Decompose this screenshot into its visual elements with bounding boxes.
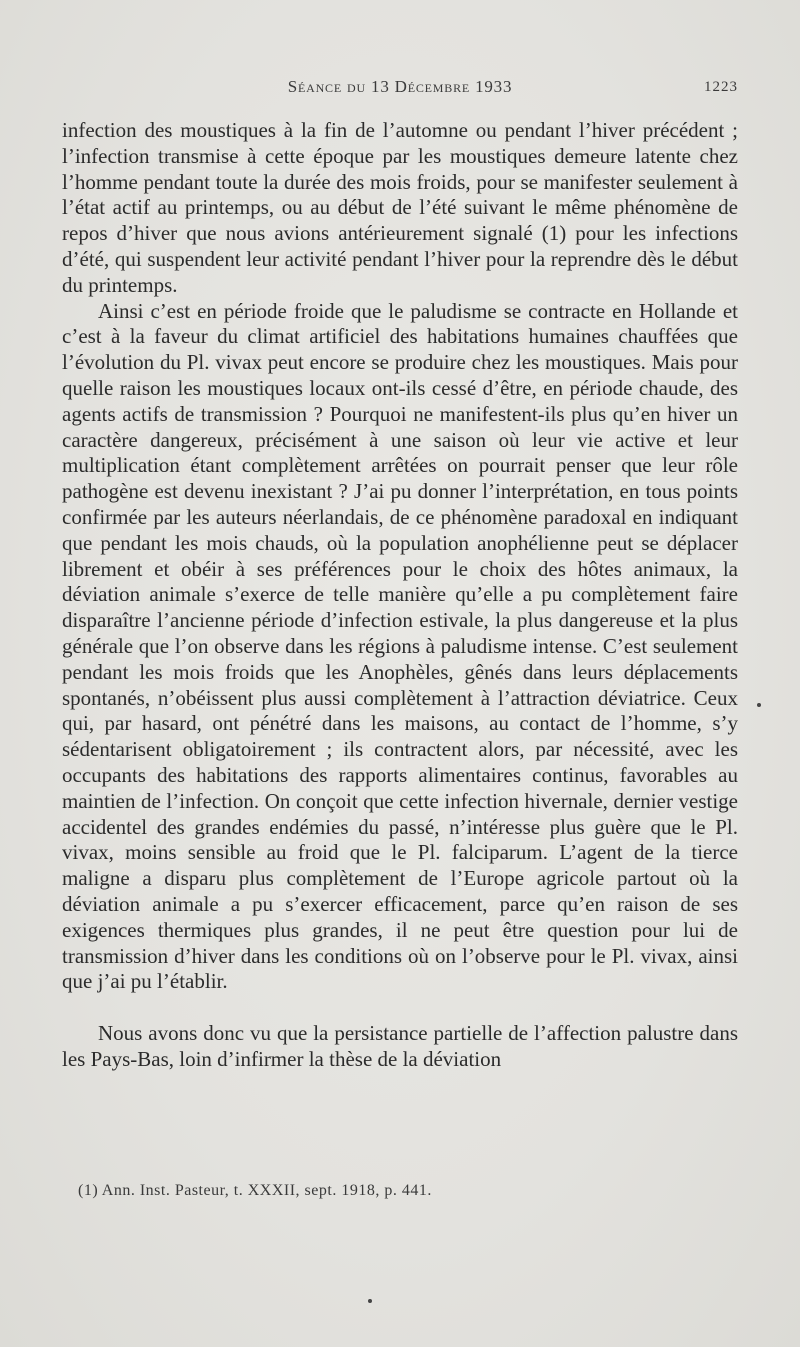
body-text	[62, 118, 738, 1073]
paragraph-1: infection des moustiques à la fin de l’automne ou pendant l’hiver précédent ; l’infection transmise à cette époque par les moustiques demeure latente chez l’homme pendant toute la durée des mois froids, pour se manifester seulement à l’état actif au printemps, ou au début de l’été suivant le même phénomène de repos d’hiver que nous avions antérieurement signalé (1) pour les infections d’été, qui suspendent leur activité pendant l’hiver pour la reprendre dès le début du printemps.	[62, 118, 738, 297]
bottom-speck	[368, 1299, 372, 1303]
page-number: 1223	[704, 79, 738, 95]
paragraph-3: Nous avons donc vu que la persistance partielle de l’affection palustre dans les Pays-Bas, loin d’infirmer la thèse de la déviation	[62, 1021, 738, 1071]
paragraph-2: Ainsi c’est en période froide que le paludisme se contracte en Hollande et c’est à la faveur du climat artificiel des habitations humaines chauffées que l’évolution du Pl. vivax peut encore se produire chez les moustiques. Mais pour quelle raison les moustiques locaux ont-ils cessé d’être, en période chaude, des agents actifs de transmission ? Pourquoi ne manifestent-ils plus qu’en hiver un caractère dangereux, précisément à une saison où leur vie active et leur multiplication étant complètement arrêtées on pourrait penser que leur rôle pathogène est devenu inexistant ? J’ai pu donner l’interprétation, en tous points confirmée par les auteurs néerlandais, de ce phénomène paradoxal en indiquant que pendant les mois chauds, où la population anophélienne peut se déplacer librement et obéir à ses préférences pour le choix des hôtes animaux, la déviation animale s’exerce de telle manière qu’elle a pu complètement faire disparaître l’ancienne période d’infection estivale, la plus dangereuse et la plus générale que l’on observe dans les régions à paludisme intense. C’est seulement pendant les mois froids que les Anophèles, gênés dans leurs déplacements spontanés, n’obéissent plus aussi complètement à l’attraction déviatrice. Ceux qui, par hasard, ont pénétré dans les maisons, au contact de l’homme, s’y sédentarisent obligatoirement ; ils contractent alors, par nécessité, avec les occupants des habitations des rapports alimentaires continus, favorables au maintien de l’infection. On conçoit que cette infection hivernale, dernier vestige accidentel des grandes endémies du passé, n’intéresse plus guère que le Pl. vivax, moins sensible au froid que le Pl. falciparum. L’agent de la tierce maligne a disparu plus complètement de l’Europe agricole partout où la déviation animale a pu s’exercer efficacement, parce qu’en raison de ses exigences thermiques plus grandes, il ne peut être question pour lui de transmission d’hiver dans les conditions où on l’observe pour le Pl. vivax, ainsi que j’ai pu l’établir.	[62, 298, 738, 994]
footnote: (1) Ann. Inst. Pasteur, t. XXXII, sept. 1918, p. 441.	[78, 1182, 432, 1199]
running-head: Séance du 13 Décembre 1933	[287, 77, 513, 96]
margin-speck	[757, 703, 761, 707]
page-header	[62, 77, 738, 101]
